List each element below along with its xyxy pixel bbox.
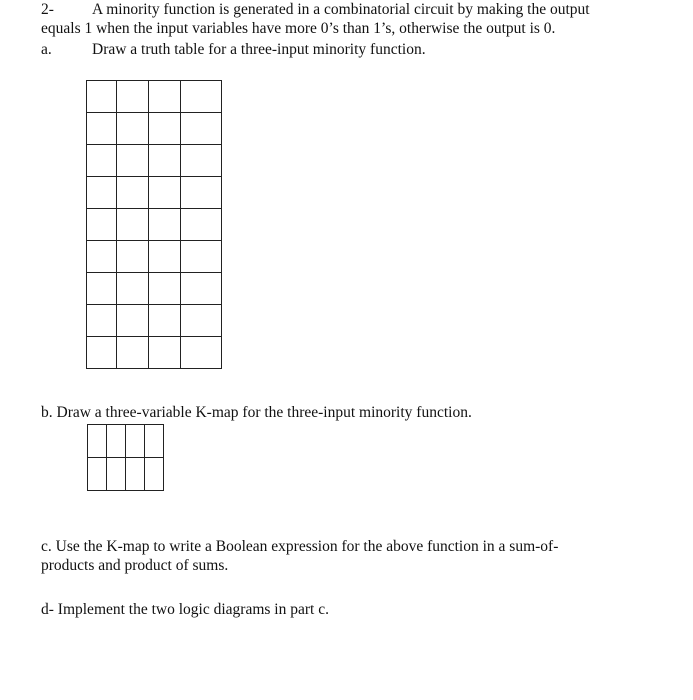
kmap-cell bbox=[88, 425, 107, 458]
part-a-label: a. bbox=[41, 41, 52, 58]
truth-table-cell bbox=[117, 273, 149, 305]
truth-table-cell bbox=[149, 273, 181, 305]
truth-table-row bbox=[87, 273, 222, 305]
kmap-row bbox=[88, 458, 164, 491]
question-text-line2: equals 1 when the input variables have more 0’s than 1’s, otherwise the output is 0. bbox=[41, 20, 556, 37]
truth-table-cell bbox=[181, 177, 222, 209]
truth-table-cell bbox=[87, 145, 117, 177]
truth-table-cell bbox=[149, 81, 181, 113]
truth-table-cell bbox=[149, 337, 181, 369]
truth-table-cell bbox=[181, 113, 222, 145]
truth-table-cell bbox=[117, 209, 149, 241]
truth-table-grid bbox=[86, 80, 222, 369]
part-d-text: d- Implement the two logic diagrams in part c. bbox=[41, 601, 329, 618]
truth-table-cell bbox=[181, 337, 222, 369]
truth-table-cell bbox=[181, 145, 222, 177]
part-c-text-line2: products and product of sums. bbox=[41, 557, 229, 574]
kmap-cell bbox=[145, 458, 164, 491]
kmap-row bbox=[88, 425, 164, 458]
truth-table-cell bbox=[117, 241, 149, 273]
truth-table-cell bbox=[149, 113, 181, 145]
truth-table-cell bbox=[87, 177, 117, 209]
truth-table-row bbox=[87, 113, 222, 145]
truth-table-cell bbox=[87, 305, 117, 337]
truth-table-cell bbox=[181, 241, 222, 273]
kmap-cell bbox=[126, 458, 145, 491]
truth-table-row bbox=[87, 305, 222, 337]
truth-table-cell bbox=[181, 273, 222, 305]
truth-table-cell bbox=[117, 337, 149, 369]
kmap-cell bbox=[107, 425, 126, 458]
truth-table-cell bbox=[149, 177, 181, 209]
truth-table-row bbox=[87, 209, 222, 241]
truth-table-row bbox=[87, 337, 222, 369]
question-number: 2- bbox=[41, 1, 54, 18]
part-a-text: Draw a truth table for a three-input minority function. bbox=[92, 41, 426, 58]
truth-table-cell bbox=[149, 145, 181, 177]
truth-table-cell bbox=[181, 305, 222, 337]
truth-table-cell bbox=[181, 209, 222, 241]
truth-table-row bbox=[87, 145, 222, 177]
truth-table-row bbox=[87, 177, 222, 209]
truth-table-cell bbox=[149, 209, 181, 241]
part-b-text: b. Draw a three-variable K-map for the three-input minority function. bbox=[41, 404, 472, 421]
truth-table-cell bbox=[87, 209, 117, 241]
truth-table-cell bbox=[87, 81, 117, 113]
truth-table-cell bbox=[117, 305, 149, 337]
truth-table-cell bbox=[117, 177, 149, 209]
truth-table-cell bbox=[149, 305, 181, 337]
truth-table-cell bbox=[117, 113, 149, 145]
truth-table-row bbox=[87, 241, 222, 273]
kmap-cell bbox=[126, 425, 145, 458]
truth-table-cell bbox=[149, 241, 181, 273]
question-text-line1: A minority function is generated in a combinatorial circuit by making the output bbox=[92, 1, 590, 18]
truth-table-cell bbox=[87, 113, 117, 145]
truth-table-cell bbox=[87, 337, 117, 369]
truth-table-cell bbox=[87, 273, 117, 305]
kmap-cell bbox=[88, 458, 107, 491]
kmap-cell bbox=[107, 458, 126, 491]
truth-table-row bbox=[87, 81, 222, 113]
kmap-cell bbox=[145, 425, 164, 458]
part-c-text-line1: c. Use the K-map to write a Boolean expression for the above function in a sum-of- bbox=[41, 538, 559, 555]
truth-table-cell bbox=[117, 81, 149, 113]
truth-table-cell bbox=[87, 241, 117, 273]
truth-table-cell bbox=[181, 81, 222, 113]
truth-table-cell bbox=[117, 145, 149, 177]
kmap-grid bbox=[87, 424, 164, 491]
